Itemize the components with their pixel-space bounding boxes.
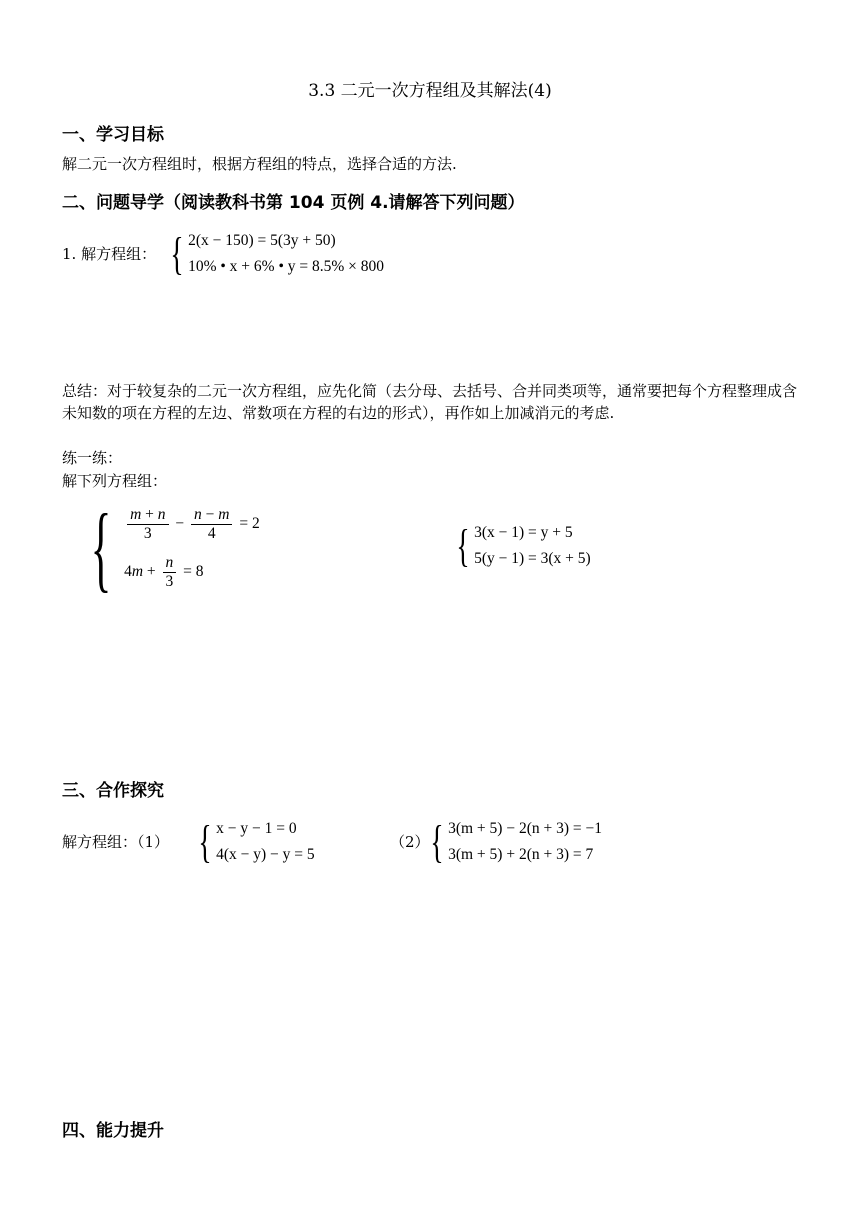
section-heading-guided: 二、问题导学（阅读教科书第 104 页例 4.请解答下列问题） <box>62 193 525 213</box>
equation-line: 4m + $\frac{n}{3}$ = 8 <box>124 553 204 590</box>
equation-line: $\frac{m + n}{3}$ − $\frac{n - m}{4}$ = 2 <box>124 500 260 548</box>
section-heading-explore: 三、合作探究 <box>62 781 164 801</box>
equation-line: x − y − 1 = 0 <box>216 820 297 837</box>
equation-system-q1 <box>166 228 384 280</box>
equation-line: 5(y − 1) = 3(x + 5) <box>474 550 591 567</box>
practice-label: 练一练： <box>62 449 123 467</box>
brace-icon: { <box>170 228 184 279</box>
equation-system-practice-a <box>78 494 260 601</box>
section-heading-improve: 四、能力提升 <box>62 1121 164 1141</box>
equation-system-explore-2 <box>426 816 602 868</box>
equation-line: 3(x − 1) = y + 5 <box>474 524 573 541</box>
summary-text: 总结：对于较复杂的二元一次方程组，应先化简（去分母、去括号、合并同类项等，通常要把每个方程整理成含未知数的项在方程的左边、常数项在方程的右边的形式），再作如上加减消元的考虑. <box>62 382 798 422</box>
brace-icon: { <box>456 520 470 571</box>
equation-line: 4(x − y) − y = 5 <box>216 846 315 863</box>
equation-line: 3(m + 5) − 2(n + 3) = −1 <box>448 820 603 837</box>
question-1-label: 1. 解方程组： <box>62 245 157 263</box>
brace-icon: { <box>90 494 112 601</box>
equation-system-explore-1 <box>194 816 315 868</box>
explore-label-2: （2） <box>390 833 430 851</box>
equation-rhs: = 2 <box>239 515 260 532</box>
section-heading-goals: 一、学习目标 <box>62 125 164 145</box>
equation-rhs: = 8 <box>183 563 204 580</box>
page-title: 3.3 二元一次方程组及其解法(4) <box>308 81 552 101</box>
equation-system-practice-b <box>452 520 591 572</box>
equation-line: 3(m + 5) + 2(n + 3) = 7 <box>448 846 594 863</box>
equation-line: 2(x − 150) = 5(3y + 50) <box>188 232 336 249</box>
explore-label: 解方程组：（1） <box>62 833 170 851</box>
brace-icon: { <box>430 816 444 867</box>
practice-instruction: 解下列方程组： <box>62 472 168 490</box>
equation-line: 10% • x + 6% • y = 8.5% × 800 <box>188 258 385 275</box>
brace-icon: { <box>198 816 212 867</box>
goals-text: 解二元一次方程组时，根据方程组的特点，选择合适的方法. <box>62 155 457 173</box>
